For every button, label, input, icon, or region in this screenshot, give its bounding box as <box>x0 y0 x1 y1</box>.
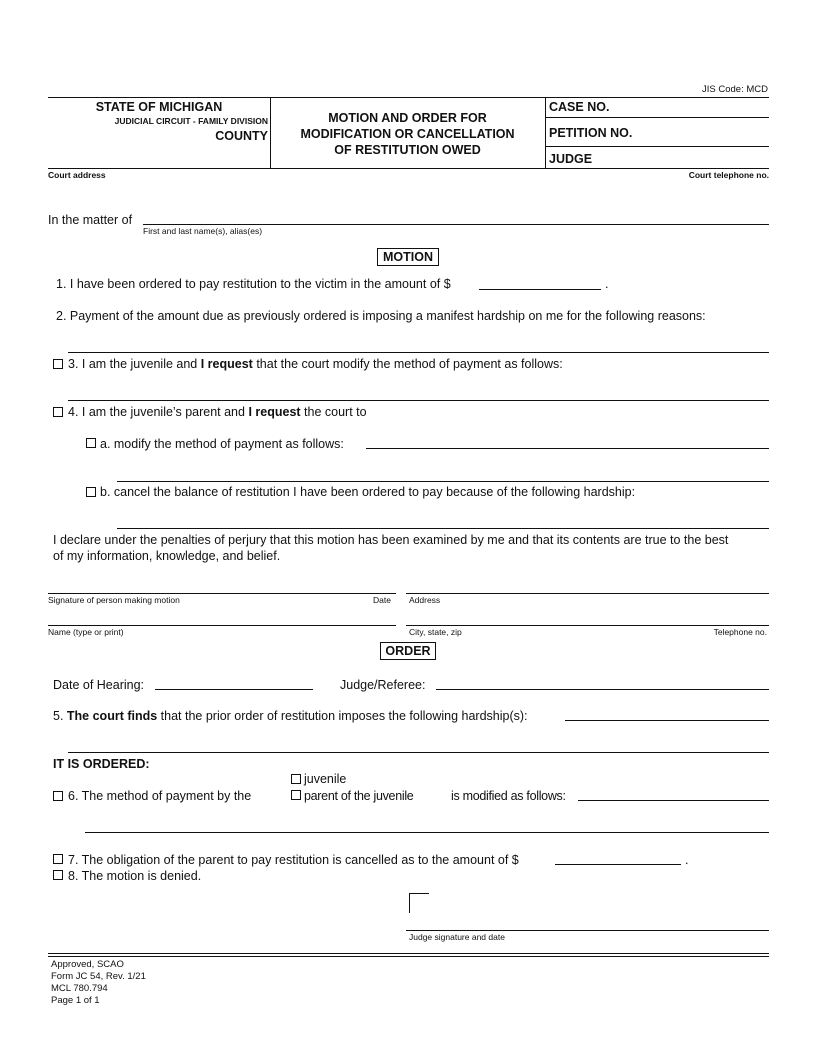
court-telephone-label: Court telephone no. <box>688 170 769 180</box>
judge-sig-corner-horizontal <box>409 893 429 894</box>
county-label: COUNTY <box>215 129 268 143</box>
item6-juvenile-checkbox[interactable] <box>291 774 301 784</box>
judicial-circuit-label: JUDICIAL CIRCUIT - FAMILY DIVISION <box>114 116 268 126</box>
form-title-line3: OF RESTITUTION OWED <box>334 143 481 157</box>
item4a-text: a. modify the method of payment as follows: <box>100 437 344 451</box>
name-label: Name (type or print) <box>48 627 124 637</box>
item7-checkbox[interactable] <box>53 854 63 864</box>
jis-code: JIS Code: MCD <box>702 84 768 95</box>
footer-rule-2 <box>48 956 769 957</box>
footer-rule-1 <box>48 953 769 954</box>
city-state-zip-label: City, state, zip <box>409 627 462 637</box>
telephone-label: Telephone no. <box>713 627 767 637</box>
judge-referee-label: Judge/Referee: <box>340 678 426 692</box>
item4a-method-field-2[interactable] <box>117 481 769 482</box>
item7-period: . <box>685 853 689 867</box>
form-title-line2: MODIFICATION OR CANCELLATION <box>300 127 515 141</box>
judge-label: JUDGE <box>549 152 593 166</box>
item4-checkbox[interactable] <box>53 407 63 417</box>
item8-checkbox[interactable] <box>53 870 63 880</box>
item6-text: 6. The method of payment by the <box>68 789 252 803</box>
hearing-date-field[interactable] <box>155 689 313 690</box>
item6-parent-label: parent of the juvenile <box>304 789 414 803</box>
item6-parent-checkbox[interactable] <box>291 790 301 800</box>
footer-form-number: Form JC 54, Rev. 1/21 <box>51 971 146 982</box>
matter-label: In the matter of <box>48 213 133 227</box>
footer-mcl: MCL 780.794 <box>51 983 108 994</box>
item6-method-field-2[interactable] <box>85 832 769 833</box>
form-title-line1: MOTION AND ORDER FOR <box>328 111 487 125</box>
item5-text: 5. The court finds that the prior order of restitution imposes the following hardship(s): <box>53 709 528 723</box>
item4a-method-field[interactable] <box>366 448 769 449</box>
item6-juvenile-label: juvenile <box>304 772 347 786</box>
item1-period: . <box>605 277 609 291</box>
court-address-label: Court address <box>48 170 106 180</box>
item4b-hardship-field[interactable] <box>117 528 769 529</box>
item2-text: 2. Payment of the amount due as previously ordered is imposing a manifest hardship on me for the following reasons: <box>56 309 706 323</box>
city-state-zip-field[interactable] <box>406 625 769 626</box>
it-is-ordered: IT IS ORDERED: <box>53 757 150 771</box>
item8-text: 8. The motion is denied. <box>68 869 202 883</box>
hardship-reasons-field[interactable] <box>68 352 769 353</box>
item3-text: 3. I am the juvenile and I request that the court modify the method of payment as follows: <box>68 357 563 371</box>
item3-checkbox[interactable] <box>53 359 63 369</box>
date-label: Date <box>373 595 391 605</box>
restitution-amount-field[interactable] <box>479 289 601 290</box>
address-label: Address <box>409 595 441 605</box>
hearing-date-label: Date of Hearing: <box>53 678 145 692</box>
item1-text: 1. I have been ordered to pay restitution to the victim in the amount of $ <box>56 277 451 291</box>
item4b-text: b. cancel the balance of restitution I have been ordered to pay because of the following hardship: <box>100 485 636 499</box>
judge-referee-field[interactable] <box>436 689 769 690</box>
case-no-rule <box>545 117 769 118</box>
address-field[interactable] <box>406 593 769 594</box>
item7-amount-field[interactable] <box>555 864 681 865</box>
item3-method-field[interactable] <box>68 400 769 401</box>
case-no-label: CASE NO. <box>549 100 610 114</box>
state-name: STATE OF MICHIGAN <box>95 100 223 114</box>
item5-hardship-field[interactable] <box>565 720 769 721</box>
judge-signature-field[interactable] <box>406 930 769 931</box>
header-top-rule <box>48 97 769 98</box>
item4a-checkbox[interactable] <box>86 438 96 448</box>
item6-checkbox[interactable] <box>53 791 63 801</box>
declaration-line2: of my information, knowledge, and belief. <box>53 549 281 563</box>
matter-sublabel: First and last name(s), alias(es) <box>143 226 263 236</box>
header-divider-right <box>545 97 546 168</box>
item6-method-field[interactable] <box>578 800 769 801</box>
item6-modified-text: is modified as follows: <box>451 789 566 803</box>
motion-heading: MOTION <box>377 248 439 266</box>
footer-approved: Approved, SCAO <box>51 959 124 970</box>
petition-no-label: PETITION NO. <box>549 126 633 140</box>
matter-name-field[interactable] <box>143 224 769 225</box>
judge-sig-corner-vertical <box>409 893 410 913</box>
header-bottom-rule <box>48 168 769 169</box>
declaration-line1: I declare under the penalties of perjury that this motion has been examined by me and that its contents are true to the best <box>53 533 729 547</box>
name-field[interactable] <box>48 625 396 626</box>
item4b-checkbox[interactable] <box>86 487 96 497</box>
order-heading: ORDER <box>380 642 436 660</box>
item5-hardship-field-2[interactable] <box>68 752 769 753</box>
petition-no-rule <box>545 146 769 147</box>
signature-field[interactable] <box>48 593 396 594</box>
signature-label: Signature of person making motion <box>48 595 180 605</box>
footer-page: Page 1 of 1 <box>51 995 100 1006</box>
item4-text: 4. I am the juvenile’s parent and I request the court to <box>68 405 367 419</box>
judge-signature-label: Judge signature and date <box>409 932 505 942</box>
item7-text: 7. The obligation of the parent to pay restitution is cancelled as to the amount of $ <box>68 853 519 867</box>
